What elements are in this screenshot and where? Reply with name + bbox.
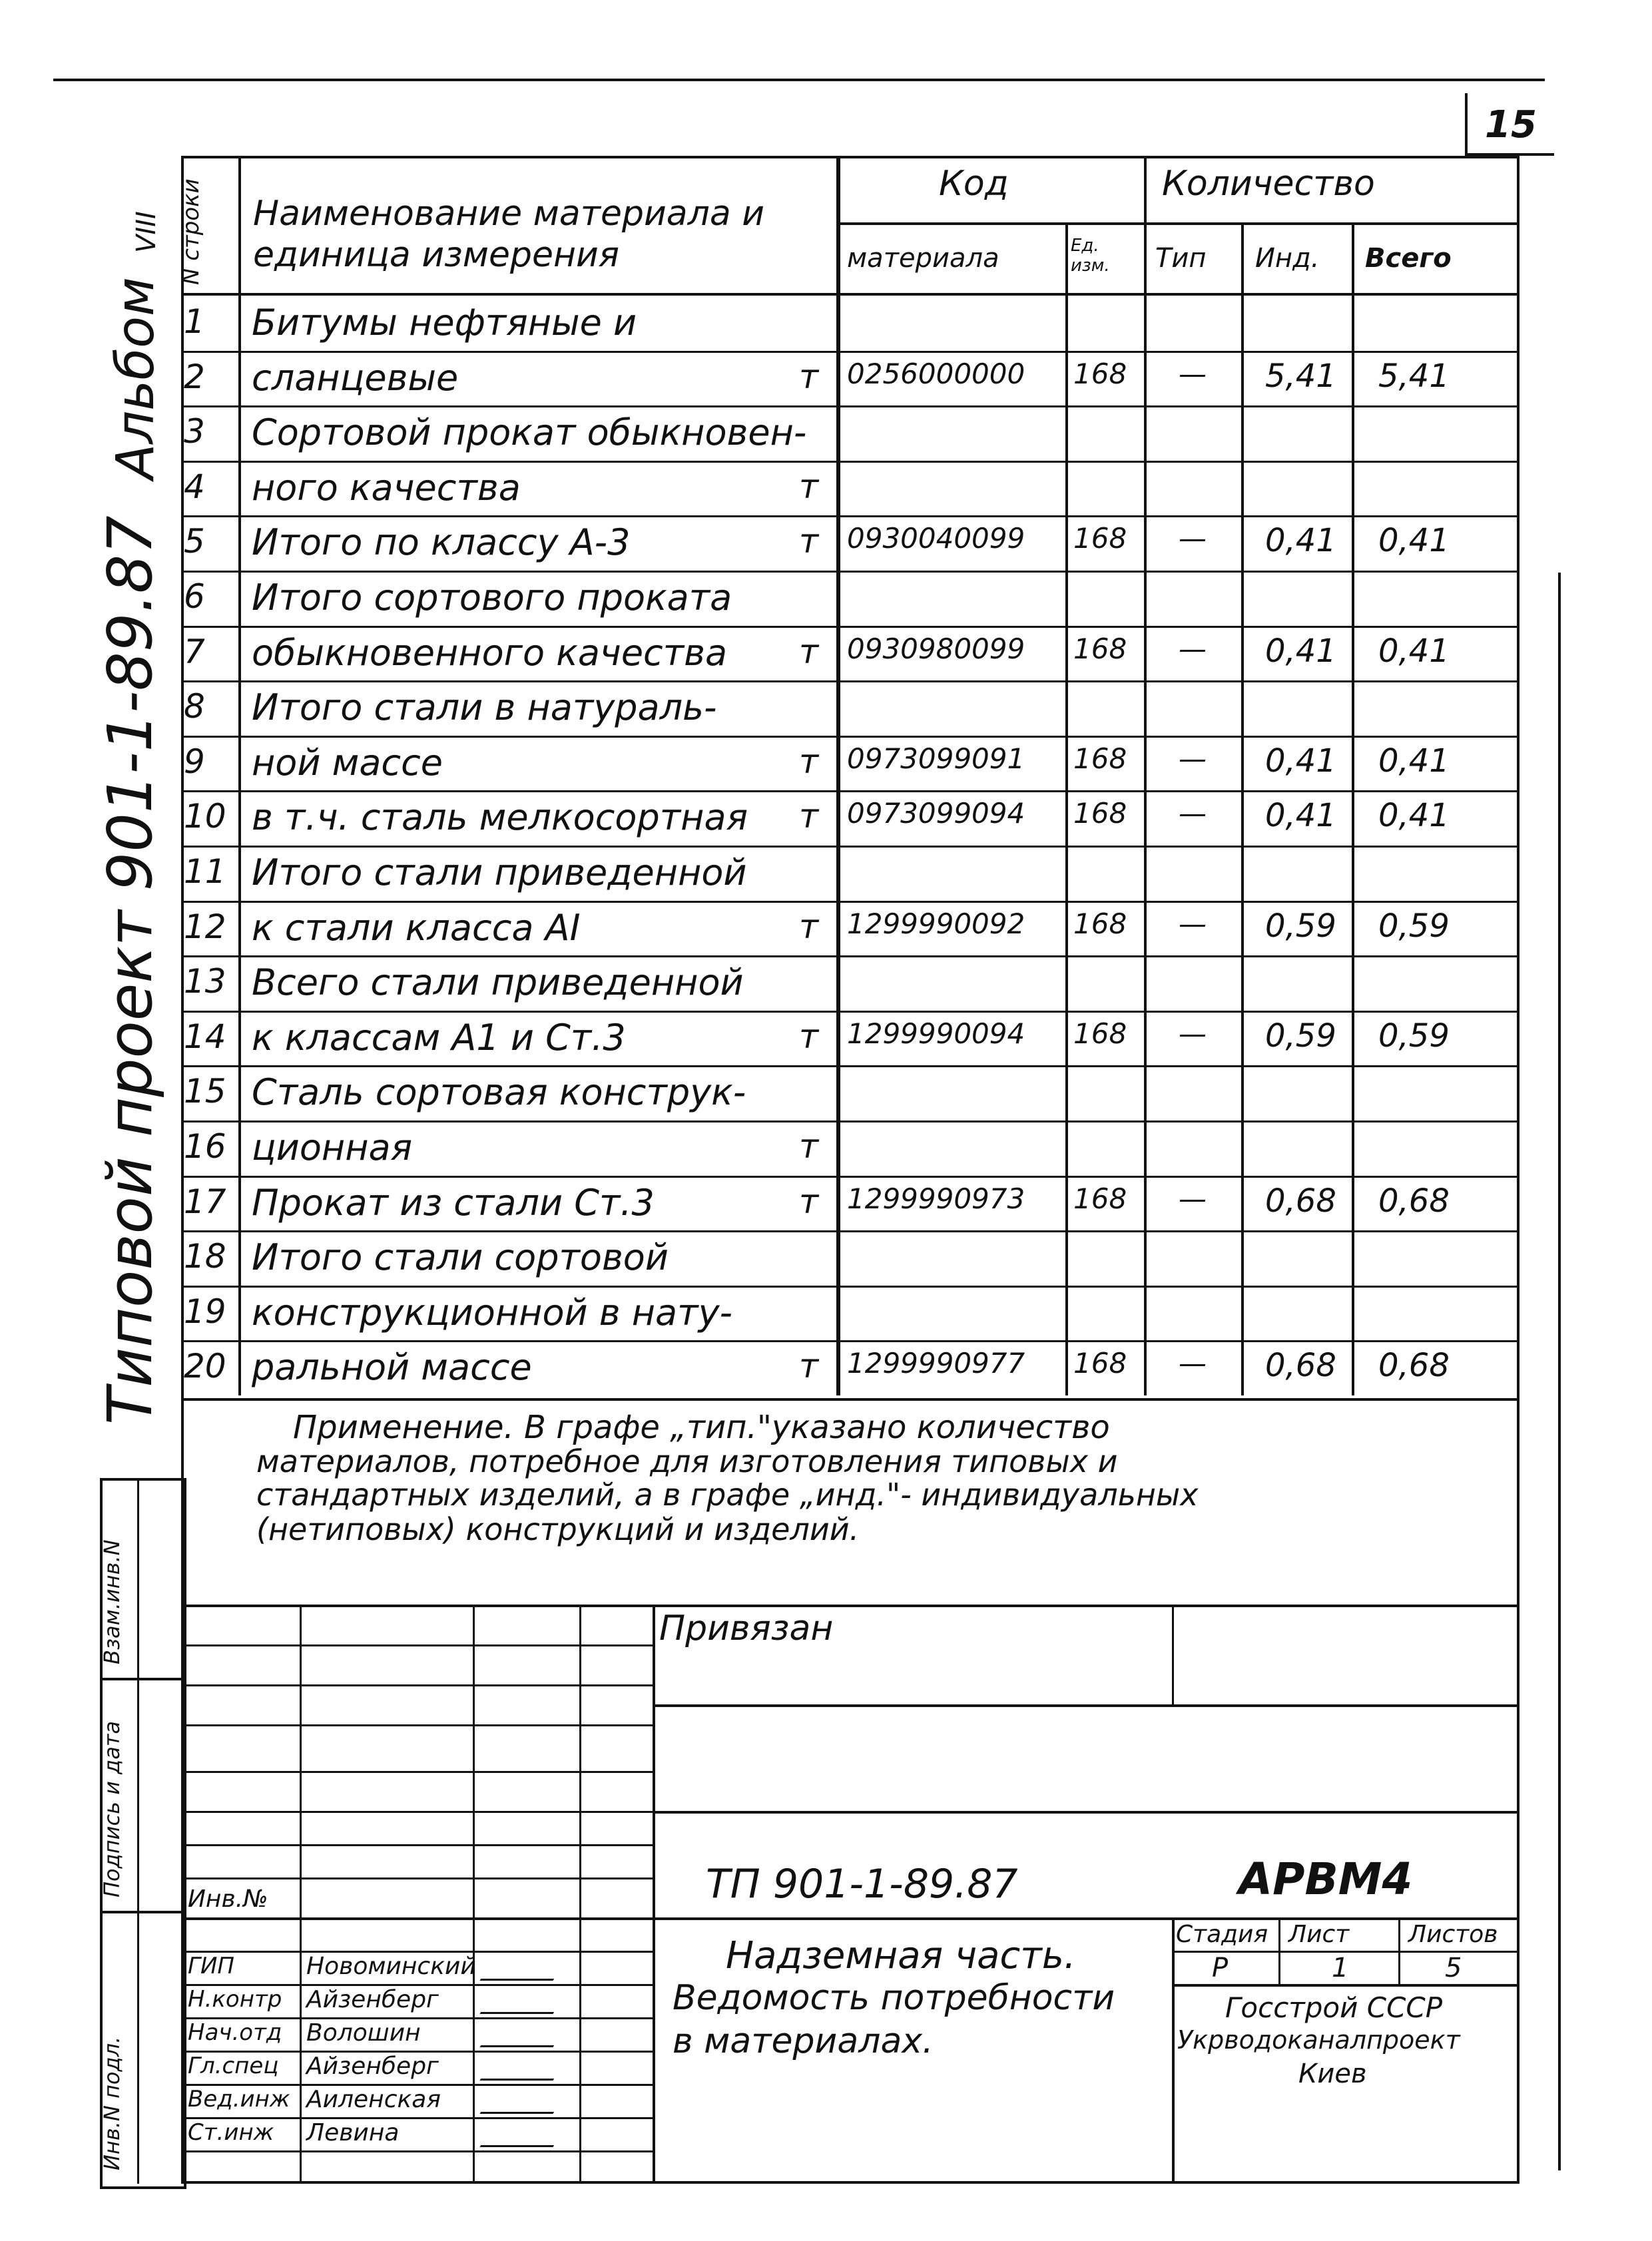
material-name: конструкционной в нату-: [252, 1291, 733, 1334]
col-header-name: Наименование материала и единица измерения: [253, 194, 765, 275]
qty-type: —: [1179, 1347, 1207, 1380]
row-number: 15: [184, 1072, 226, 1111]
row-number: 4: [184, 467, 205, 506]
signer-role: Гл.спец: [188, 2053, 279, 2079]
unit: т: [799, 1127, 819, 1166]
material-name: Итого сортового проката: [252, 577, 732, 619]
unit: т: [799, 1017, 819, 1056]
top-rule: [53, 79, 1545, 81]
qty-total: 0,59: [1378, 1017, 1450, 1055]
qty-total: 0,41: [1378, 522, 1450, 560]
document-code: ТП 901-1-89.87: [706, 1861, 1018, 1907]
qty-type: —: [1179, 522, 1207, 555]
signature-mark: [479, 2125, 565, 2147]
sheet-value: 1: [1332, 1953, 1349, 1983]
signature-mark: [479, 2092, 565, 2114]
qty-total: 0,41: [1378, 797, 1450, 835]
signature-mark: [479, 2025, 565, 2047]
signer-role: Н.контр: [188, 1986, 282, 2013]
material-code: 0256000000: [847, 357, 1025, 390]
qty-total: 0,68: [1378, 1347, 1450, 1385]
title-line-1: Надземная часть.: [726, 1934, 1076, 1977]
col-header-total: Всего: [1365, 243, 1452, 274]
qty-type: —: [1179, 1182, 1207, 1215]
qty-total: 5,41: [1378, 357, 1450, 395]
signer-name: Айзенберг: [306, 1986, 439, 2013]
material-name: Итого стали в натураль-: [252, 686, 717, 729]
qty-ind: 0,59: [1265, 1017, 1336, 1055]
qty-ind: 0,41: [1265, 632, 1336, 670]
material-name: Итого по классу А-3: [252, 521, 631, 564]
material-code: 0930040099: [847, 522, 1025, 555]
col-header-type: Тип: [1155, 243, 1207, 274]
signer-name: Новоминский: [306, 1953, 476, 1980]
row-number: 7: [184, 632, 205, 671]
material-name: ральной массе: [252, 1346, 532, 1389]
unit-code: 168: [1073, 1182, 1127, 1215]
signer-role: Ст.инж: [188, 2119, 274, 2146]
material-code: 0973099094: [847, 797, 1025, 830]
qty-total: 0,68: [1378, 1182, 1450, 1220]
signature-mark: [479, 1959, 565, 1981]
row-number: 19: [184, 1292, 226, 1331]
qty-type: —: [1179, 907, 1207, 940]
unit: т: [799, 1347, 819, 1386]
qty-type: —: [1179, 1017, 1207, 1050]
material-code: 0930980099: [847, 632, 1025, 665]
row-number: 11: [184, 852, 226, 891]
unit: т: [799, 357, 819, 396]
unit: т: [799, 1182, 819, 1221]
material-name: Итого стали сортовой: [252, 1236, 669, 1279]
page-number: 15: [1485, 103, 1537, 146]
project-label: Типовой проект 901-1-89.87: [95, 515, 166, 1425]
qty-ind: 5,41: [1265, 357, 1336, 395]
note-line-1: Применение. В графе „тип."указано количество: [293, 1409, 1110, 1446]
material-name: сланцевые: [252, 356, 459, 399]
note-line-3: стандартных изделий, а в графе „инд."- индивидуальных: [256, 1477, 1199, 1513]
qty-ind: 0,41: [1265, 797, 1336, 835]
col-header-row-number: N строки: [178, 178, 204, 285]
note-line-2: материалов, потребное для изготовления типовых и: [256, 1443, 1118, 1479]
sheets-label: Листов: [1408, 1921, 1498, 1948]
unit: т: [799, 742, 819, 781]
row-number: 5: [184, 522, 205, 561]
signer-name: Аиленская: [306, 2086, 441, 2113]
row-number: 12: [184, 907, 226, 946]
col-header-code-unit: Ед. изм.: [1071, 236, 1110, 276]
unit-code: 168: [1073, 1347, 1127, 1380]
qty-ind: 0,68: [1265, 1182, 1336, 1220]
material-name: к стали класса АI: [252, 906, 581, 949]
material-name: к классам А1 и Ст.3: [252, 1016, 626, 1059]
signer-name: Волошин: [306, 2019, 421, 2047]
row-number: 10: [184, 797, 226, 836]
unit-code: 168: [1073, 797, 1127, 830]
signer-name: Айзенберг: [306, 2053, 439, 2080]
stamp-signature-date: Подпись и дата: [99, 1720, 125, 1897]
row-number: 2: [184, 357, 205, 396]
qty-ind: 0,59: [1265, 907, 1336, 945]
title-line-3: в материалах.: [673, 2021, 934, 2061]
unit: т: [799, 797, 819, 836]
row-number: 1: [184, 302, 205, 341]
signature-mark: [479, 1992, 565, 2014]
document-mark: АРВМ4: [1239, 1854, 1413, 1905]
right-margin-line: [1558, 573, 1561, 2170]
stage-value: Р: [1212, 1953, 1229, 1983]
signature-mark: [479, 2059, 565, 2081]
material-code: 1299990094: [847, 1017, 1025, 1050]
material-name: Итого стали приведенной: [252, 852, 747, 893]
qty-type: —: [1179, 357, 1207, 390]
col-header-ind: Инд.: [1255, 243, 1320, 274]
signer-role: Вед.инж: [188, 2086, 290, 2113]
qty-type: —: [1179, 632, 1207, 665]
qty-ind: 0,41: [1265, 742, 1336, 780]
row-number: 6: [184, 577, 205, 616]
material-name: ной массе: [252, 741, 443, 784]
album-label: Альбом: [106, 277, 166, 479]
unit-code: 168: [1073, 1017, 1127, 1050]
material-code: 0973099091: [847, 742, 1025, 775]
qty-ind: 0,41: [1265, 522, 1336, 560]
unit: т: [799, 632, 819, 671]
row-number: 16: [184, 1127, 226, 1166]
unit-code: 168: [1073, 632, 1127, 665]
col-header-quantity: Количество: [1162, 164, 1375, 204]
qty-type: —: [1179, 742, 1207, 775]
row-number: 8: [184, 687, 205, 726]
org-line-3: Киев: [1298, 2059, 1367, 2089]
material-name: ного качества: [252, 466, 521, 509]
row-number: 20: [184, 1347, 226, 1386]
album-number: VIII: [131, 211, 162, 253]
unit-code: 168: [1073, 357, 1127, 390]
attached-label: Привязан: [659, 1609, 834, 1648]
qty-total: 0,41: [1378, 742, 1450, 780]
row-number: 14: [184, 1017, 226, 1056]
row-number: 13: [184, 962, 226, 1001]
material-name: обыкновенного качества: [252, 631, 728, 674]
org-line-1: Госстрой СССР: [1225, 1991, 1443, 2024]
unit: т: [799, 467, 819, 506]
qty-total: 0,41: [1378, 632, 1450, 670]
title-line-2: Ведомость потребности: [673, 1978, 1115, 2018]
org-line-2: Укрводоканалпроект: [1177, 2025, 1460, 2055]
row-number: 3: [184, 412, 205, 451]
note-line-4: (нетиповых) конструкций и изделий.: [256, 1511, 860, 1547]
material-name: Всего стали приведенной: [252, 961, 744, 1004]
material-name: Сталь сортовая конструк-: [252, 1071, 746, 1114]
unit-code: 168: [1073, 742, 1127, 775]
signer-role: Нач.отд: [188, 2019, 282, 2046]
material-name: ционная: [252, 1126, 413, 1168]
sheet-label: Лист: [1288, 1921, 1350, 1948]
signer-name: Левина: [306, 2119, 400, 2146]
unit-code: 168: [1073, 522, 1127, 555]
material-name: в т.ч. сталь мелкосортная: [252, 796, 748, 839]
material-code: 1299990092: [847, 907, 1025, 940]
unit: т: [799, 522, 819, 561]
qty-ind: 0,68: [1265, 1347, 1336, 1385]
row-number: 18: [184, 1237, 226, 1276]
row-number: 17: [184, 1182, 226, 1221]
col-header-code: Код: [939, 164, 1009, 204]
col-header-code-material: материала: [847, 243, 999, 274]
stamp-replaced-inv: Взам.инв.N: [99, 1539, 125, 1664]
material-code: 1299990977: [847, 1347, 1025, 1380]
material-code: 1299990973: [847, 1182, 1025, 1215]
stamp-original-inv: Инв.N подл.: [99, 2036, 125, 2170]
signer-role: ГИП: [188, 1953, 234, 1979]
qty-type: —: [1179, 797, 1207, 830]
unit-code: 168: [1073, 907, 1127, 940]
material-name: Битумы нефтяные и: [252, 302, 637, 344]
unit: т: [799, 907, 819, 946]
material-name: Прокат из стали Ст.3: [252, 1181, 655, 1224]
material-name: Сортовой прокат обыкновен-: [252, 411, 807, 454]
stage-label: Стадия: [1176, 1921, 1268, 1948]
row-number: 9: [184, 742, 205, 781]
sheets-value: 5: [1445, 1953, 1462, 1983]
inv-number-label: Инв.№: [188, 1885, 268, 1913]
qty-total: 0,59: [1378, 907, 1450, 945]
